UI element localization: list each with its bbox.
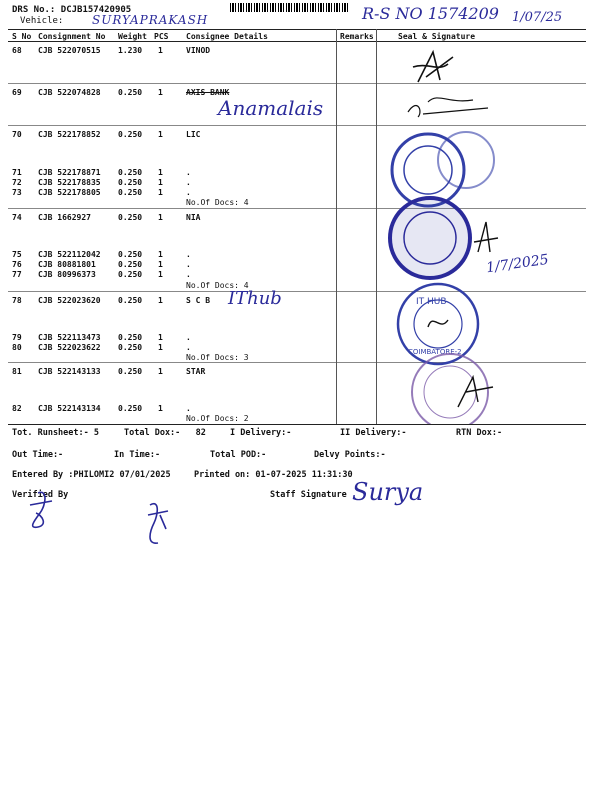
cell-consignment: CJB 522178852 (38, 130, 101, 139)
cell-consignee: S C B (186, 296, 211, 305)
cell-pcs: 1 (158, 188, 163, 197)
docs-count-note: No.Of Docs: 2 (186, 414, 249, 423)
cell-consignee: VINOD (186, 46, 211, 55)
cell-consignment: CJB 522023620 (38, 296, 101, 305)
cell-weight: 0.250 (118, 260, 143, 269)
cell-pcs: 1 (158, 88, 163, 97)
staff-signature-label: Staff Signature (270, 490, 347, 500)
cell-sno: 70 (12, 130, 22, 139)
cell-sno: 76 (12, 260, 22, 269)
handwritten-anamalais: Anamalais (218, 96, 324, 120)
cell-sno: 69 (12, 88, 22, 97)
cell-consignment: CJB 80881801 (38, 260, 96, 269)
cell-consignment: CJB 522143133 (38, 367, 101, 376)
docs-count-note: No.Of Docs: 4 (186, 281, 249, 290)
cell-sno: 81 (12, 367, 22, 376)
cell-sno: 75 (12, 250, 22, 259)
vehicle-handwritten: SURYAPRAKASH (92, 13, 209, 27)
col-header-pcs: PCS (154, 32, 169, 41)
barcode (230, 3, 350, 12)
cell-pcs: 1 (158, 260, 163, 269)
col-header-remarks: Remarks (340, 32, 374, 41)
cell-consignment: CJB 1662927 (38, 213, 91, 222)
col-header-consignment: Consignment No (38, 32, 106, 41)
footer-printed-on: Printed on: 01-07-2025 11:31:30 (194, 470, 353, 480)
docs-count-note: No.Of Docs: 3 (186, 353, 249, 362)
cell-pcs: 1 (158, 213, 163, 222)
cell-pcs: 1 (158, 270, 163, 279)
footer-i-delivery: I Delivery:- (230, 428, 292, 438)
cell-consignee: STAR (186, 367, 206, 376)
cell-sno: 80 (12, 343, 22, 352)
cell-sno: 77 (12, 270, 22, 279)
cell-sno: 73 (12, 188, 22, 197)
signature-mark (413, 52, 453, 82)
footer-entered-by: Entered By :PHILOMI2 07/01/2025 (12, 470, 171, 480)
verifier-signature-1 (30, 492, 52, 527)
cell-consignment: CJB 522113473 (38, 333, 101, 342)
handwritten-ref: R-S NO 1574209 (362, 4, 499, 23)
cell-weight: 0.250 (118, 188, 143, 197)
footer-out-time: Out Time:- (12, 450, 64, 460)
docs-count-note: No.Of Docs: 4 (186, 198, 249, 207)
cell-sno: 74 (12, 213, 22, 222)
cell-sno: 71 (12, 168, 22, 177)
footer-total-pod: Total POD:- (210, 450, 267, 460)
cell-consignee: . (186, 270, 191, 279)
cell-pcs: 1 (158, 404, 163, 413)
cell-weight: 0.250 (118, 213, 143, 222)
star-stamp (412, 354, 488, 424)
handwritten-ithub: IThub (228, 288, 282, 309)
cell-consignee: . (186, 333, 191, 342)
table-top-border (8, 29, 586, 30)
col-header-sno: S No (12, 32, 32, 41)
footer-in-time: In Time:- (114, 450, 161, 460)
cell-pcs: 1 (158, 343, 163, 352)
cell-consignment: CJB 522178835 (38, 178, 101, 187)
drs-label: DRS No.: DCJB157420905 (12, 5, 132, 15)
lic-stamp (392, 134, 464, 206)
cell-weight: 1.230 (118, 46, 143, 55)
cell-consignee: . (186, 260, 191, 269)
cell-consignee: . (186, 343, 191, 352)
cell-pcs: 1 (158, 130, 163, 139)
table-bottom-border (8, 424, 586, 425)
footer-runsheet: Tot. Runsheet:- 5 (12, 428, 99, 438)
col-header-weight: Weight (118, 32, 147, 41)
cell-sno: 79 (12, 333, 22, 342)
cell-consignment: CJB 522074828 (38, 88, 101, 97)
cell-consignment: CJB 522143134 (38, 404, 101, 413)
cell-weight: 0.250 (118, 343, 143, 352)
verified-by-label: Verified By (12, 490, 69, 500)
cell-pcs: 1 (158, 333, 163, 342)
cell-weight: 0.250 (118, 130, 143, 139)
cell-pcs: 1 (158, 250, 163, 259)
cell-pcs: 1 (158, 296, 163, 305)
nia-stamp (390, 198, 470, 278)
cell-weight: 0.250 (118, 168, 143, 177)
cell-weight: 0.250 (118, 178, 143, 187)
cell-consignment: CJB 522178871 (38, 168, 101, 177)
cell-pcs: 1 (158, 367, 163, 376)
cell-weight: 0.250 (118, 333, 143, 342)
handwritten-date: 1/07/25 (512, 10, 563, 25)
cell-pcs: 1 (158, 168, 163, 177)
cell-weight: 0.250 (118, 367, 143, 376)
cell-consignment: CJB 522070515 (38, 46, 101, 55)
col-header-consignee: Consignee Details (186, 32, 268, 41)
cell-weight: 0.250 (118, 404, 143, 413)
it-hub-stamp-city: COIMBATORE-2 (408, 348, 462, 356)
seal-column-divider (376, 29, 377, 424)
cell-sno: 82 (12, 404, 22, 413)
remarks-column-divider (336, 29, 337, 424)
seals-and-signatures-graphic (378, 42, 586, 424)
cell-weight: 0.250 (118, 270, 143, 279)
cell-consignee: LIC (186, 130, 201, 139)
cell-consignee: . (186, 188, 191, 197)
footer-delvy-points: Delvy Points:- (314, 450, 386, 460)
footer-rtn-dox: RTN Dox:- (456, 428, 503, 438)
col-header-seal: Seal & Signature (398, 32, 476, 41)
drs-number: DCJB157420905 (60, 5, 132, 15)
cell-consignee-struck: AXIS BANK (186, 88, 230, 97)
cell-consignee: . (186, 250, 191, 259)
cell-consignment: CJB 522023622 (38, 343, 101, 352)
handwritten-stamp-date: 1/7/2025 (485, 251, 550, 277)
cell-weight: 0.250 (118, 88, 143, 97)
it-hub-stamp-text: IT HUB (416, 297, 447, 307)
verified-signatures-graphic (20, 485, 200, 560)
verifier-signature-2 (148, 504, 168, 544)
cell-pcs: 1 (158, 46, 163, 55)
cell-consignee: . (186, 168, 191, 177)
cell-sno: 78 (12, 296, 22, 305)
cell-weight: 0.250 (118, 250, 143, 259)
cell-consignee: . (186, 178, 191, 187)
cell-consignment: CJB 80996373 (38, 270, 96, 279)
cell-sno: 68 (12, 46, 22, 55)
cell-consignee: NIA (186, 213, 201, 222)
signature-mark (408, 98, 488, 117)
footer-ii-delivery: II Delivery:- (340, 428, 407, 438)
cell-pcs: 1 (158, 178, 163, 187)
cell-sno: 72 (12, 178, 22, 187)
cell-consignee: . (186, 404, 191, 413)
cell-weight: 0.250 (118, 296, 143, 305)
cell-consignment: CJB 522112042 (38, 250, 101, 259)
vehicle-label: Vehicle: (20, 16, 64, 26)
staff-handwritten-signature: Surya (352, 478, 424, 506)
cell-consignment: CJB 522178805 (38, 188, 101, 197)
footer-total-dox: Total Dox:- 82 (124, 428, 206, 438)
